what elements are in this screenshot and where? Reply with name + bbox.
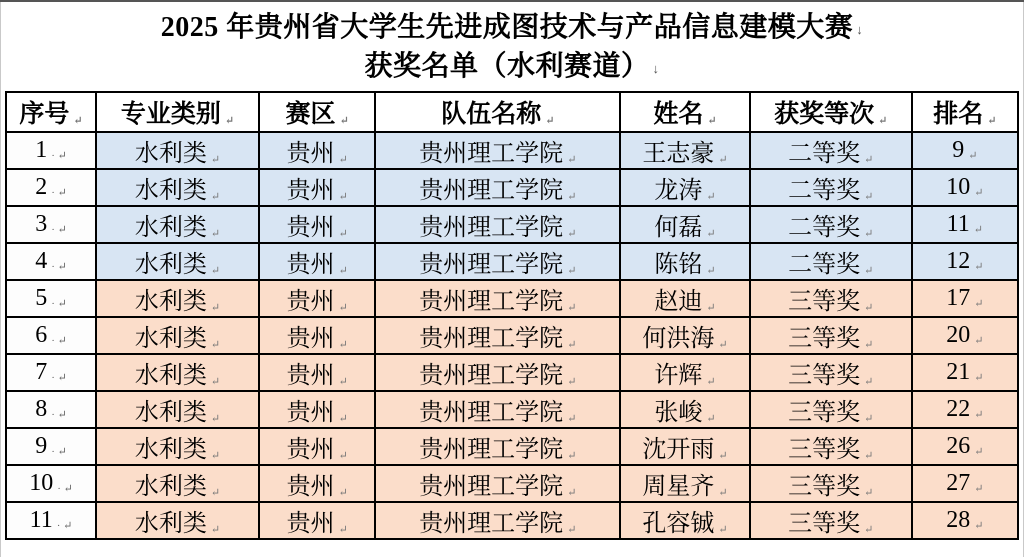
cell-team: 贵州理工学院 ↵ xyxy=(375,317,620,354)
cell-team: 贵州理工学院 ↵ xyxy=(375,206,620,243)
table-row xyxy=(6,465,1018,502)
cell-seq: 6 · ↵ xyxy=(6,317,96,354)
cell-team: 贵州理工学院 ↵ xyxy=(375,243,620,280)
cell-category: 水利类 ↵ xyxy=(96,391,259,428)
cell-category: 水利类 ↵ xyxy=(96,465,259,502)
cell-award: 三等奖 ↵ xyxy=(750,391,912,428)
cell-rank: 17 ↵ xyxy=(912,280,1018,317)
cell-category: 水利类 ↵ xyxy=(96,317,259,354)
cell-award: 三等奖 ↵ xyxy=(750,428,912,465)
cell-rank: 11 ↵ xyxy=(912,206,1018,243)
cell-name: 许辉 ↵ xyxy=(620,354,750,391)
column-header-seq: 序号 ↵ xyxy=(6,92,96,132)
awards-table xyxy=(5,91,1019,540)
cell-name: 何磊 ↵ xyxy=(620,206,750,243)
table-row xyxy=(6,169,1018,206)
cell-region: 贵州 ↵ xyxy=(259,465,375,502)
cell-award: 二等奖 ↵ xyxy=(750,169,912,206)
column-header-rank: 排名 ↵ xyxy=(912,92,1018,132)
cell-rank: 21 ↵ xyxy=(912,354,1018,391)
cell-name: 王志豪 ↵ xyxy=(620,132,750,169)
cell-category: 水利类 ↵ xyxy=(96,206,259,243)
cell-rank: 9 ↵ xyxy=(912,132,1018,169)
cell-team: 贵州理工学院 ↵ xyxy=(375,465,620,502)
column-header-team: 队伍名称 ↵ xyxy=(375,92,620,132)
table-row xyxy=(6,391,1018,428)
document-title xyxy=(0,2,1024,87)
cell-name: 龙涛 ↵ xyxy=(620,169,750,206)
cell-rank: 20 ↵ xyxy=(912,317,1018,354)
cell-name: 赵迪 ↵ xyxy=(620,280,750,317)
title-line-2: 获奖名单（水利赛道） ↓ xyxy=(0,48,1024,87)
cell-seq: 1 · ↵ xyxy=(6,132,96,169)
table-row xyxy=(6,280,1018,317)
cell-region: 贵州 ↵ xyxy=(259,169,375,206)
cell-award: 三等奖 ↵ xyxy=(750,354,912,391)
cell-award: 三等奖 ↵ xyxy=(750,317,912,354)
table-row xyxy=(6,317,1018,354)
cell-rank: 27 ↵ xyxy=(912,465,1018,502)
cell-region: 贵州 ↵ xyxy=(259,428,375,465)
cell-rank: 12 ↵ xyxy=(912,243,1018,280)
cell-award: 三等奖 ↵ xyxy=(750,502,912,539)
cell-award: 二等奖 ↵ xyxy=(750,132,912,169)
column-header-name: 姓名 ↵ xyxy=(620,92,750,132)
cell-name: 陈铭 ↵ xyxy=(620,243,750,280)
cell-category: 水利类 ↵ xyxy=(96,428,259,465)
cell-award: 三等奖 ↵ xyxy=(750,465,912,502)
cell-seq: 3 · ↵ xyxy=(6,206,96,243)
table-row xyxy=(6,354,1018,391)
cell-award: 三等奖 ↵ xyxy=(750,280,912,317)
cell-name: 何洪海 ↵ xyxy=(620,317,750,354)
cell-team: 贵州理工学院 ↵ xyxy=(375,502,620,539)
cell-rank: 22 ↵ xyxy=(912,391,1018,428)
cell-region: 贵州 ↵ xyxy=(259,132,375,169)
cell-team: 贵州理工学院 ↵ xyxy=(375,169,620,206)
table-row xyxy=(6,132,1018,169)
table-row xyxy=(6,206,1018,243)
cell-seq: 10 · ↵ xyxy=(6,465,96,502)
cell-seq: 11 · ↵ xyxy=(6,502,96,539)
cell-seq: 2 · ↵ xyxy=(6,169,96,206)
cell-category: 水利类 ↵ xyxy=(96,132,259,169)
table-row xyxy=(6,502,1018,539)
cell-category: 水利类 ↵ xyxy=(96,354,259,391)
cell-team: 贵州理工学院 ↵ xyxy=(375,354,620,391)
cell-team: 贵州理工学院 ↵ xyxy=(375,280,620,317)
cell-award: 二等奖 ↵ xyxy=(750,206,912,243)
cell-region: 贵州 ↵ xyxy=(259,502,375,539)
cell-region: 贵州 ↵ xyxy=(259,243,375,280)
cell-category: 水利类 ↵ xyxy=(96,243,259,280)
cell-seq: 5 · ↵ xyxy=(6,280,96,317)
table-header-row xyxy=(6,92,1018,132)
cell-team: 贵州理工学院 ↵ xyxy=(375,428,620,465)
cell-rank: 28 ↵ xyxy=(912,502,1018,539)
cell-name: 沈开雨 ↵ xyxy=(620,428,750,465)
cell-region: 贵州 ↵ xyxy=(259,354,375,391)
cell-seq: 7 · ↵ xyxy=(6,354,96,391)
cell-seq: 8 · ↵ xyxy=(6,391,96,428)
cell-name: 张峻 ↵ xyxy=(620,391,750,428)
cell-rank: 10 ↵ xyxy=(912,169,1018,206)
cell-region: 贵州 ↵ xyxy=(259,317,375,354)
cell-award: 二等奖 ↵ xyxy=(750,243,912,280)
column-header-category: 专业类别 ↵ xyxy=(96,92,259,132)
cell-region: 贵州 ↵ xyxy=(259,280,375,317)
cell-rank: 26 ↵ xyxy=(912,428,1018,465)
cell-category: 水利类 ↵ xyxy=(96,280,259,317)
cell-team: 贵州理工学院 ↵ xyxy=(375,391,620,428)
cell-seq: 9 · ↵ xyxy=(6,428,96,465)
cell-region: 贵州 ↵ xyxy=(259,206,375,243)
cell-category: 水利类 ↵ xyxy=(96,502,259,539)
cell-region: 贵州 ↵ xyxy=(259,391,375,428)
column-header-award: 获奖等次 ↵ xyxy=(750,92,912,132)
table-row xyxy=(6,428,1018,465)
cell-seq: 4 · ↵ xyxy=(6,243,96,280)
table-row xyxy=(6,243,1018,280)
cell-team: 贵州理工学院 ↵ xyxy=(375,132,620,169)
cell-category: 水利类 ↵ xyxy=(96,169,259,206)
column-header-region: 赛区 ↵ xyxy=(259,92,375,132)
title-line-1: 2025 年贵州省大学生先进成图技术与产品信息建模大赛 ↓ xyxy=(0,9,1024,48)
cell-name: 孔容铖 ↵ xyxy=(620,502,750,539)
cell-name: 周星齐 ↵ xyxy=(620,465,750,502)
